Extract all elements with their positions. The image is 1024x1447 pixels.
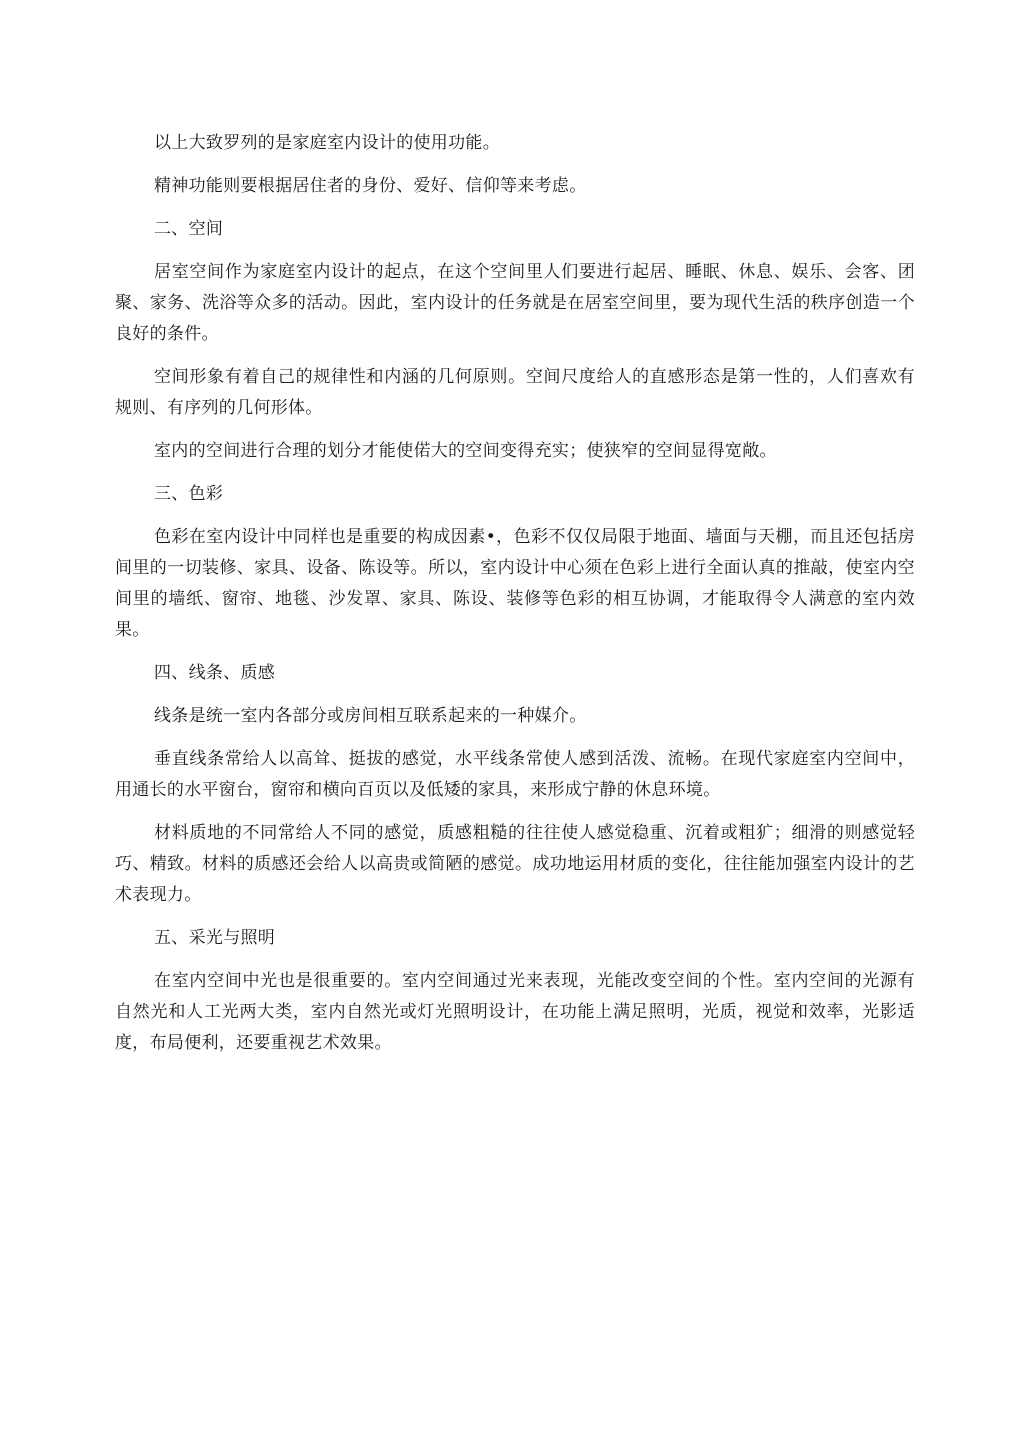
- section-heading-lighting: 五、采光与照明: [154, 928, 276, 948]
- paragraph-usage-summary: 以上大致罗列的是家庭室内设计的使用功能。: [154, 133, 500, 153]
- section-heading-color: 三、色彩: [154, 484, 224, 504]
- section-heading-lines-texture: 四、线条、质感: [154, 663, 276, 683]
- section-heading-space: 二、空间: [154, 219, 224, 239]
- paragraph-spiritual-function: 精神功能则要根据居住者的身份、爱好、信仰等来考虑。: [154, 176, 587, 196]
- paragraph-vertical-horizontal-lines: 垂直线条常给人以高耸、挺拔的感觉，水平线条常使人感到活泼、流畅。在现代家庭室内空间中，用通长的水平窗台，窗帘和横向百页以及低矮的家具，来形成宁静的休息环境。: [115, 749, 915, 800]
- paragraph-living-space: 居室空间作为家庭室内设计的起点，在这个空间里人们要进行起居、睡眠、休息、娱乐、会客、团聚、家务、洗浴等众多的活动。因此，室内设计的任务就是在居室空间里，要为现代生活的秩序创造一个良好的条件。: [115, 262, 915, 344]
- paragraph-space-division: 室内的空间进行合理的划分才能使偌大的空间变得充实；使狭窄的空间显得宽敞。: [154, 441, 777, 461]
- paragraph-space-form: 空间形象有着自己的规律性和内涵的几何原则。空间尺度给人的直感形态是第一性的，人们喜欢有规则、有序列的几何形体。: [115, 367, 915, 418]
- paragraph-lines: 线条是统一室内各部分或房间相互联系起来的一种媒介。: [154, 706, 587, 726]
- document-body: [115, 128, 915, 1071]
- paragraph-lighting: 在室内空间中光也是很重要的。室内空间通过光来表现，光能改变空间的个性。室内空间的光源有自然光和人工光两大类，室内自然光或灯光照明设计，在功能上满足照明，光质，视觉和效率，光影适度，布局便利，还要重视艺术效果。: [115, 971, 915, 1053]
- paragraph-material-texture: 材料质地的不同常给人不同的感觉，质感粗糙的往往使人感觉稳重、沉着或粗犷；细滑的则感觉轻巧、精致。材料的质感还会给人以高贵或简陋的感觉。成功地运用材质的变化，往往能加强室内设计的艺术表现力。: [115, 823, 915, 905]
- paragraph-color: 色彩在室内设计中同样也是重要的构成因素•，色彩不仅仅局限于地面、墙面与天棚，而且还包括房间里的一切装修、家具、设备、陈设等。所以，室内设计中心须在色彩上进行全面认真的推敲，使室内空间里的墙纸、窗帘、地毯、沙发罩、家具、陈设、装修等色彩的相互协调，才能取得令人满意的室内效果。: [115, 527, 915, 640]
